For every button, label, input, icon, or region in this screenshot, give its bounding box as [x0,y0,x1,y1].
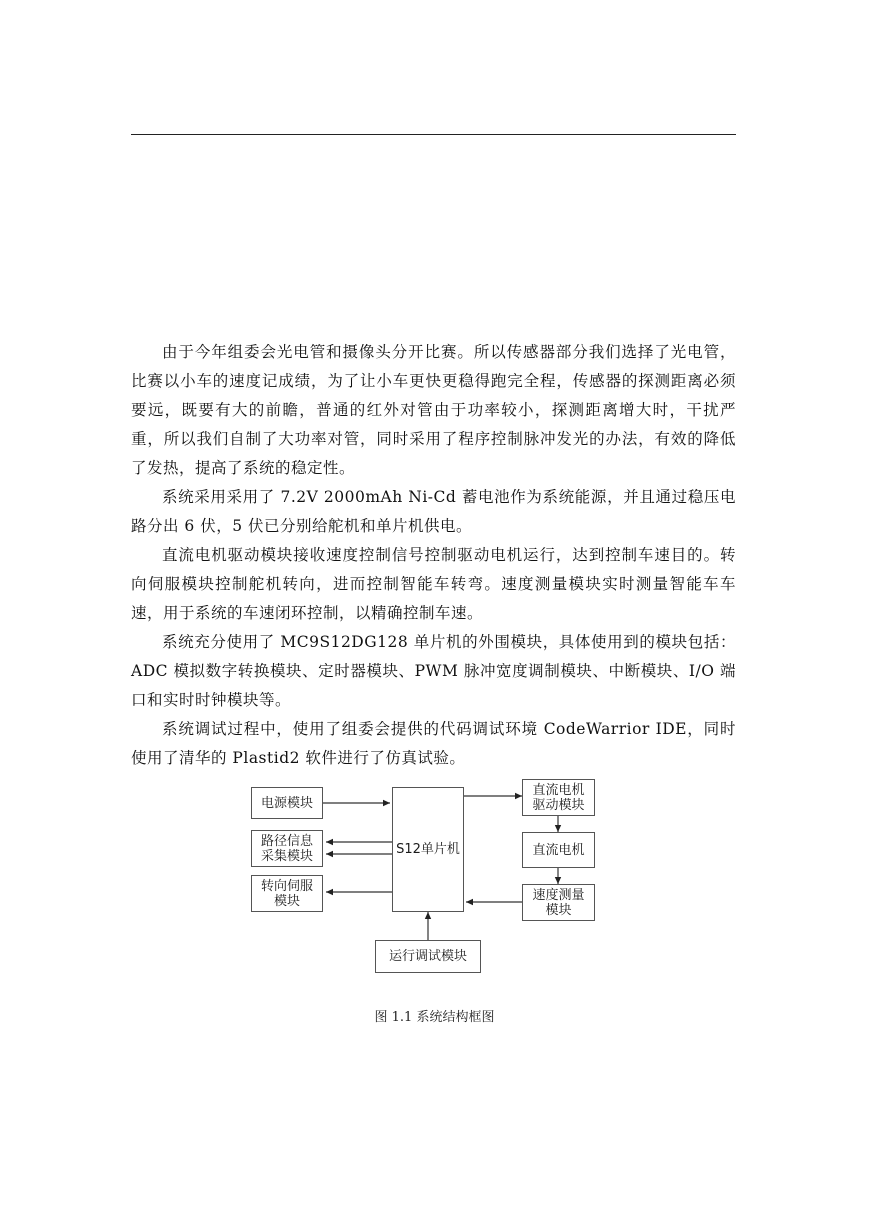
paragraph-4: 系统充分使用了 MC9S12DG128 单片机的外围模块，具体使用到的模块包括：ADC 模拟数字转换模块、定时器模块、PWM 脉冲宽度调制模块、中断模块、I/O 端口和实时时钟模块等。 [131,633,736,709]
figure-caption: 图 1.1 系统结构框图 [374,1010,495,1025]
mcu-box [392,787,464,912]
paragraph-2: 系统采用采用了 7.2V 2000mAh Ni-Cd 蓄电池作为系统能源，并且通过稳压电路分出 6 伏，5 伏已分别给舵机和单片机供电。 [131,488,736,535]
path-sensor-label: 路径信息 采集模块 [260,833,313,864]
speed-sensor-box [522,884,595,921]
mcu-label: S12单片机 [396,842,460,857]
debug-module-box [375,940,481,973]
debug-module-label: 运行调试模块 [388,949,467,964]
path-sensor-box [251,830,323,867]
speed-sensor-label: 速度测量 模块 [532,887,585,918]
steering-servo-label: 转向伺服 模块 [260,878,313,909]
steering-servo-box [251,875,323,912]
motor-driver-box [522,779,595,816]
dc-motor-label: 直流电机 [532,842,585,858]
power-module-label: 电源模块 [260,795,313,811]
paragraph-5: 系统调试过程中，使用了组委会提供的代码调试环境 CodeWarrior IDE，同时使用了清华的 Plastid2 软件进行了仿真试验。 [131,720,736,767]
paragraph-3: 直流电机驱动模块接收速度控制信号控制驱动电机运行，达到控制车速目的。转向伺服模块控制舵机转向，进而控制智能车转弯。速度测量模块实时测量智能车车速，用于系统的车速闭环控制，以精确控制车速。 [131,546,736,622]
motor-driver-label: 直流电机 驱动模块 [532,782,585,813]
power-module-box [251,787,323,819]
dc-motor-box [522,832,595,868]
system-block-diagram [0,778,869,1008]
paragraph-1: 由于今年组委会光电管和摄像头分开比赛。所以传感器部分我们选择了光电管，比赛以小车的速度记成绩，为了让小车更快更稳得跑完全程，传感器的探测距离必须要远，既要有大的前瞻，普通的红外对管由于功率较小，探测距离增大时，干扰严重，所以我们自制了大功率对管，同时采用了程序控制脉冲发光的办法，有效的降低了发热，提高了系统的稳定性。 [131,343,736,477]
body-text [131,338,736,773]
header-rule [131,134,736,135]
